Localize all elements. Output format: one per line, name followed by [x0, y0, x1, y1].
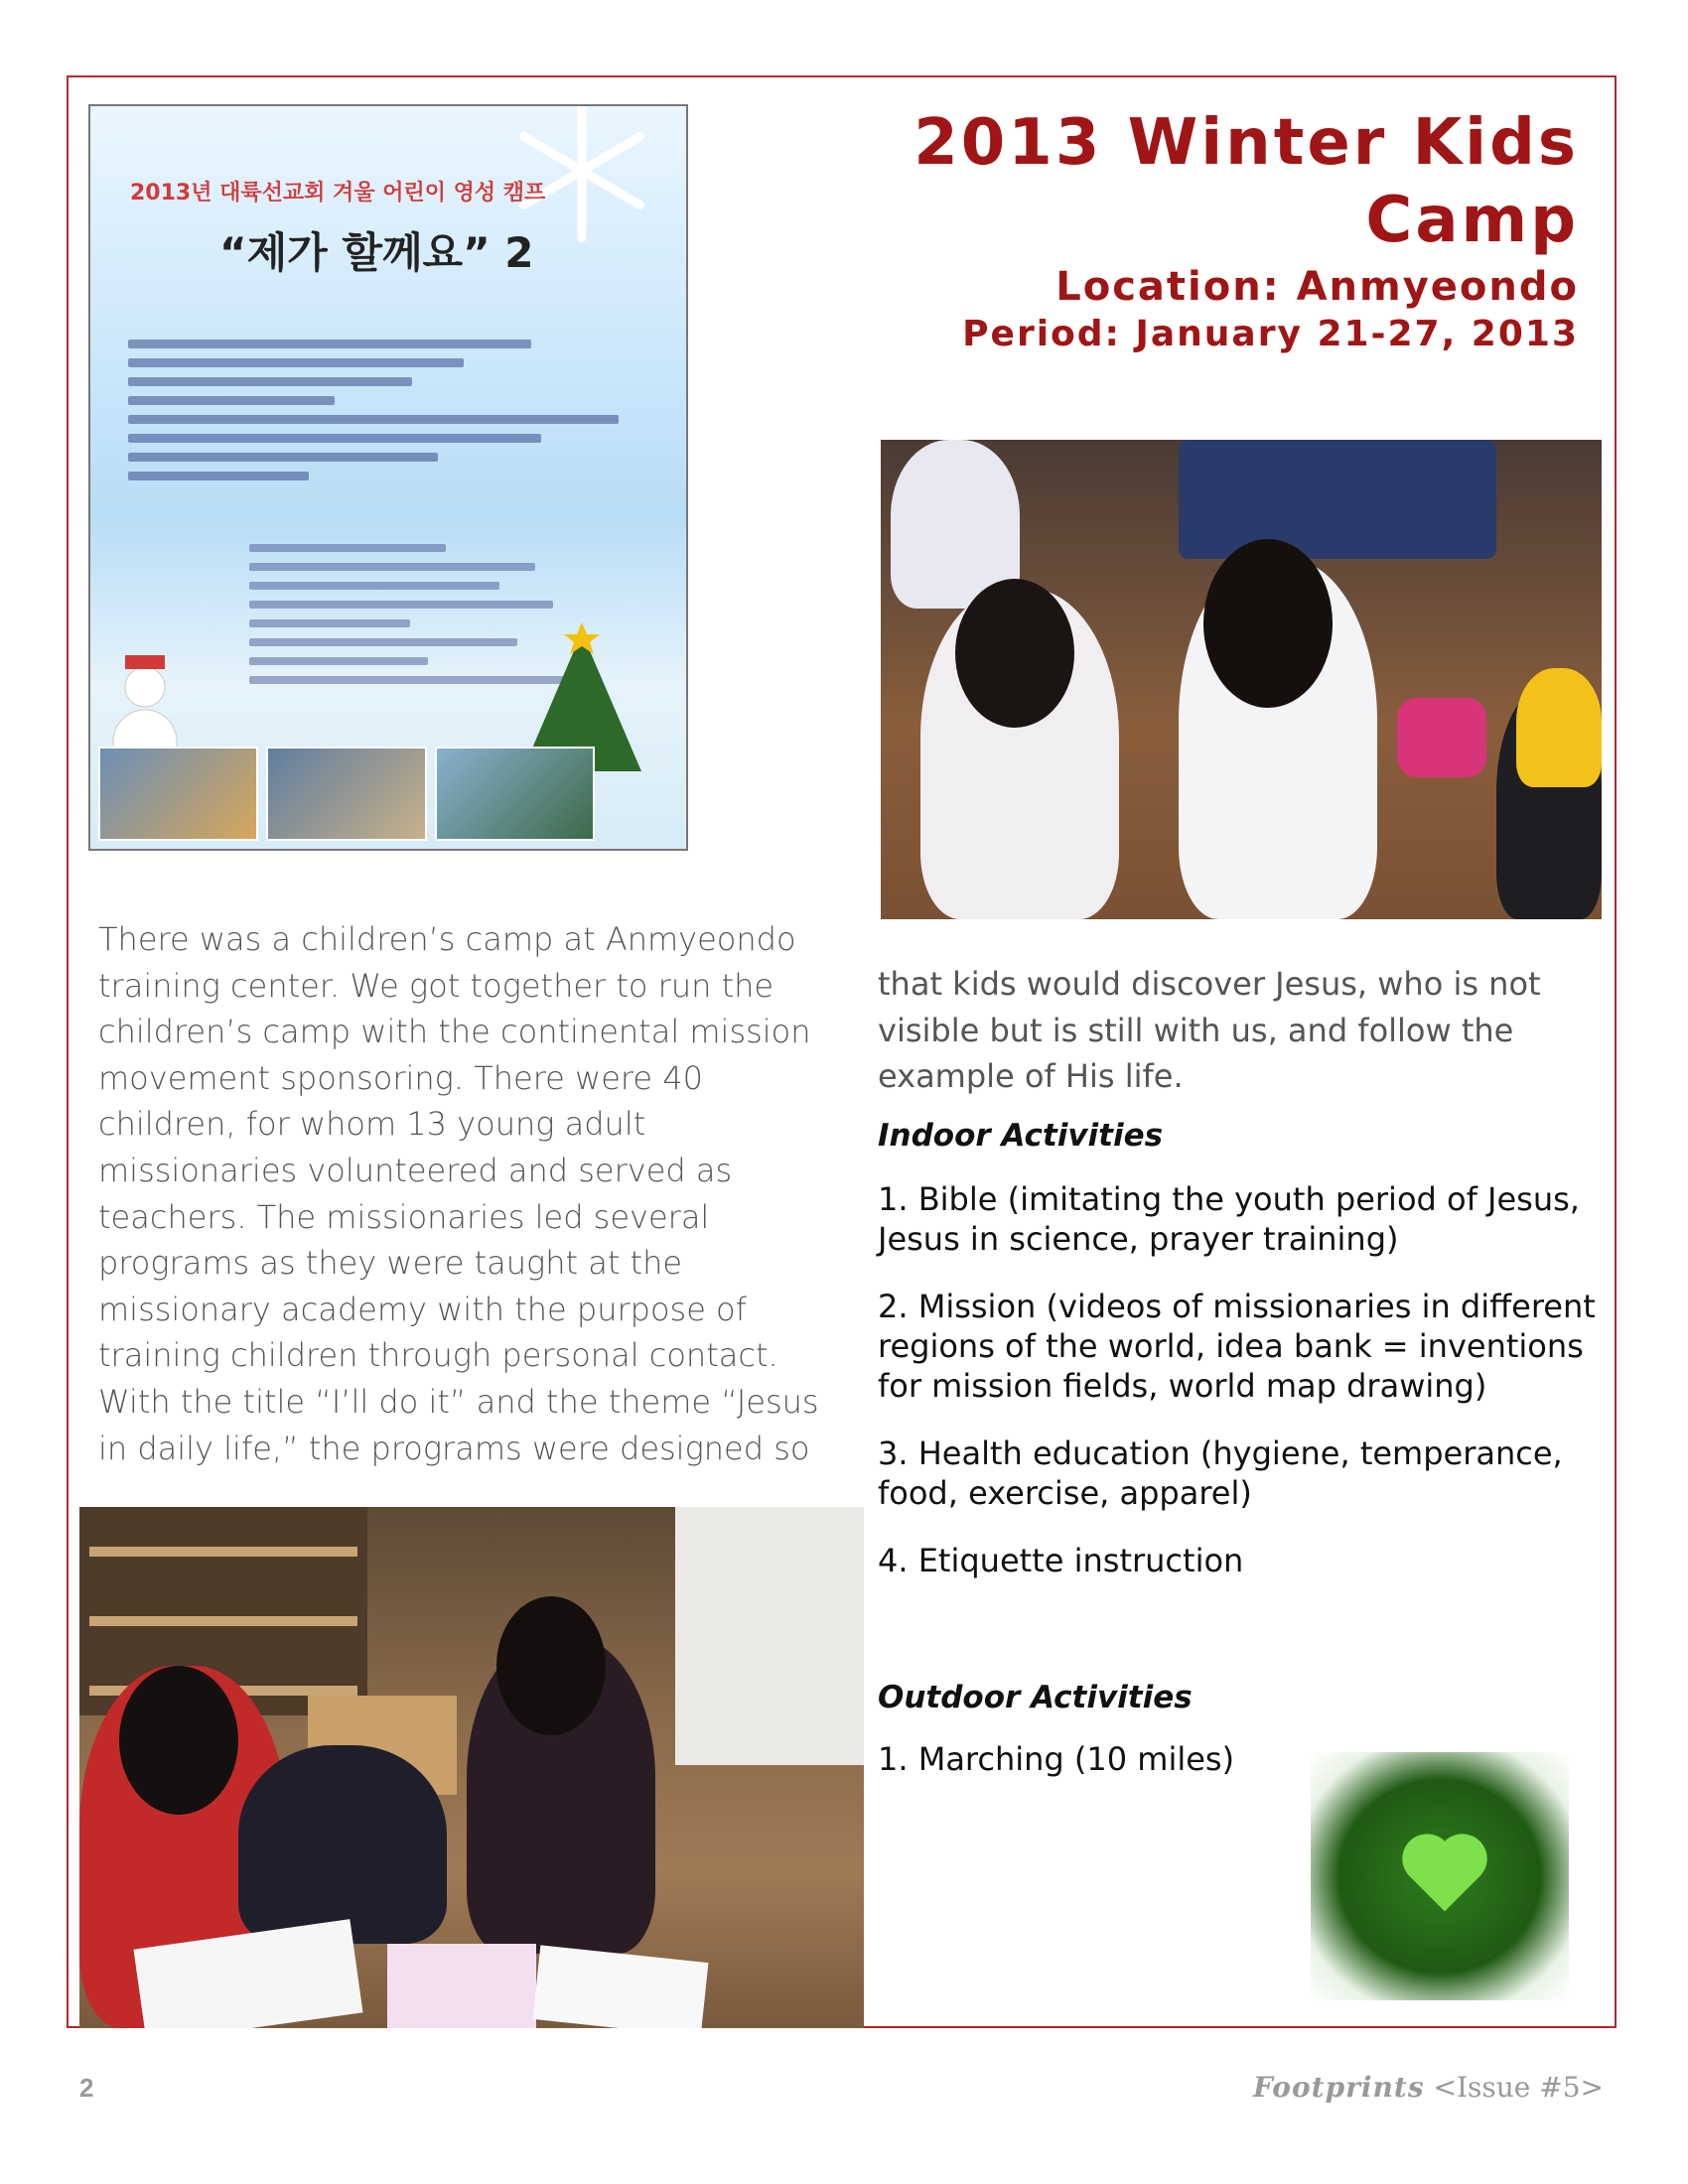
issue-label: <Issue #5>: [1433, 2071, 1604, 2104]
indoor-activity-item: 3. Health education (hygiene, temperance, food, exercise, apparel): [878, 1433, 1563, 1512]
indoor-activity-item: 2. Mission (videos of missionaries in different regions of the world, idea bank = inventions for mission fields, world map drawing): [878, 1287, 1596, 1405]
kids-drawing-photo: [79, 1507, 864, 2028]
kids-sitting-photo: [881, 440, 1602, 919]
grass-heart-photo: [1311, 1752, 1569, 2000]
page-title: 2013 Winter Kids Camp: [914, 106, 1579, 257]
camp-poster-image: [88, 104, 688, 851]
article-paragraph-continued: that kids would discover Jesus, who is not visible but is still with us, and follow the example of His life.: [878, 965, 1541, 1096]
outdoor-activities-heading: Outdoor Activities: [878, 1679, 1193, 1715]
indoor-activities-heading: Indoor Activities: [878, 1117, 1164, 1154]
heart-icon: [1410, 1842, 1480, 1912]
page-number: 2: [79, 2073, 94, 2103]
camp-location: Location: Anmyeondo: [1055, 264, 1579, 310]
publication-name: Footprints: [1252, 2071, 1425, 2104]
footer-publication: [1253, 2071, 1604, 2104]
poster-photo-strip: [98, 747, 595, 841]
poster-subtitle: “제가 할께요” 2: [219, 228, 534, 277]
poster-details: [128, 330, 644, 490]
indoor-activity-item: 4. Etiquette instruction: [878, 1541, 1244, 1579]
outdoor-activity-item: 1. Marching (10 miles): [878, 1739, 1235, 1778]
poster-title: 2013년 대륙선교회 겨울 어린이 영성 캠프: [130, 181, 546, 205]
camp-period: Period: January 21-27, 2013: [962, 314, 1579, 354]
indoor-activity-item: 1. Bible (imitating the youth period of Jesus, Jesus in science, prayer training): [878, 1179, 1580, 1258]
right-column: [878, 961, 1613, 1779]
article-paragraph: There was a children’s camp at Anmyeondo training center. We got together to run the children’s camp with the continental mission movement sponsoring. There were 40 children, for whom 13 young adult missionaries volunteered and served as teachers. The missionaries led several programs as they were taught at the missionary academy with the purpose of training children through personal contact. With the title “I’ll do it” and the theme “Jesus in daily life,” the programs were designed so: [98, 920, 819, 1467]
